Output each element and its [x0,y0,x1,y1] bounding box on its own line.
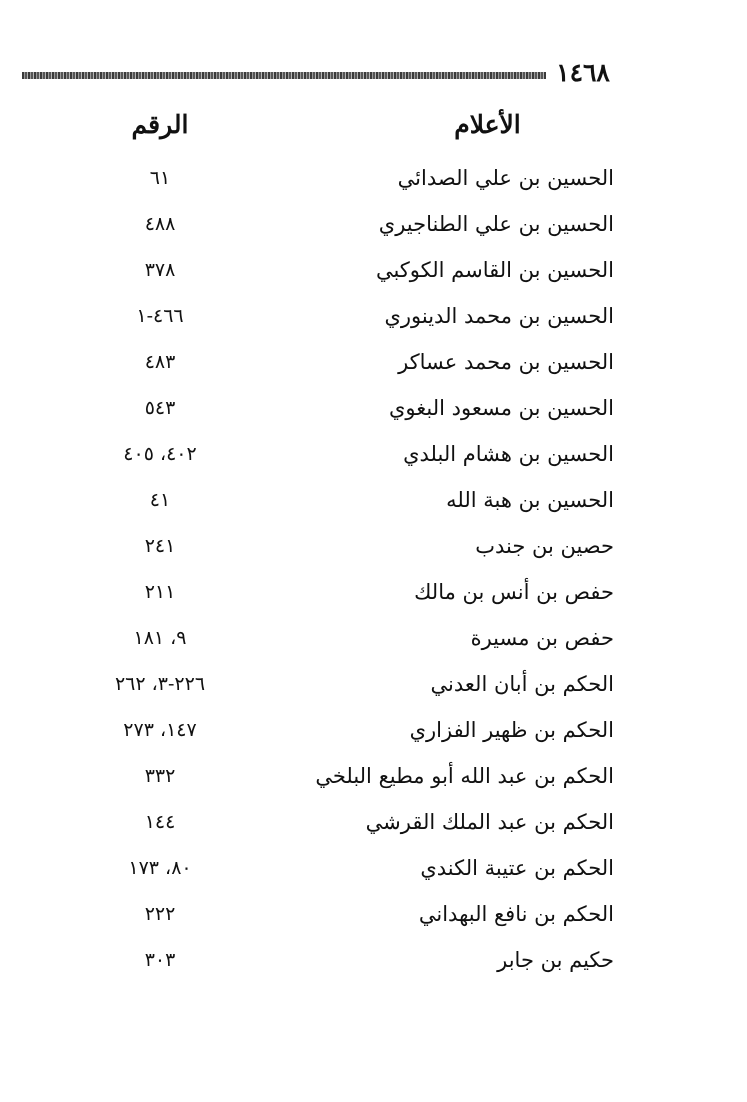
person-name: الحكم بن أبان العدني [430,672,614,696]
person-name: الحسين بن محمد عساكر [398,350,614,374]
index-list [0,160,747,988]
index-row [0,344,747,390]
index-row [0,942,747,988]
person-name: الحكم بن عبد الله أبو مطيع البلخي [315,764,614,788]
index-row [0,528,747,574]
person-name: الحكم بن عتيبة الكندي [420,856,614,880]
index-row [0,850,747,896]
person-name: حكيم بن جابر [497,948,614,972]
index-row [0,804,747,850]
reference-number: ٣٣٢ [144,765,176,787]
reference-number: ٤٠٢، ٤٠٥ [123,443,197,465]
reference-number: ٥٤٣ [144,397,176,419]
reference-number: ٤٨٣ [144,351,176,373]
index-row [0,160,747,206]
person-name: الحسين بن محمد الدينوري [384,304,614,328]
names-column-header: الأعلام [454,110,521,139]
person-name: الحسين بن هشام البلدي [403,442,614,466]
person-name: الحسين بن مسعود البغوي [388,396,614,420]
person-name: الحسين بن هبة الله [446,488,614,512]
index-row [0,574,747,620]
header-rule [22,72,546,79]
index-row [0,298,747,344]
reference-number: ٦١ [149,167,171,189]
reference-number: ٢٢٢ [144,903,176,925]
index-row [0,252,747,298]
reference-number: ٣٠٣ [144,949,176,971]
index-row [0,206,747,252]
reference-number: ٢٤١ [144,535,176,557]
index-row [0,666,747,712]
reference-number: ٢٢٦-٣، ٢٦٢ [114,673,206,695]
reference-number: ١٤٤ [144,811,176,833]
person-name: حصين بن جندب [475,534,614,558]
numbers-column-header: الرقم [131,110,189,139]
index-row [0,436,747,482]
reference-number: ١٤٧، ٢٧٣ [123,719,197,741]
index-row [0,620,747,666]
person-name: الحكم بن عبد الملك القرشي [365,810,614,834]
index-row [0,712,747,758]
person-name: الحسين بن علي الطناجيري [378,212,614,236]
index-row [0,896,747,942]
reference-number: ٤١ [149,489,171,511]
person-name: الحسين بن القاسم الكوكبي [375,258,614,282]
index-row [0,390,747,436]
reference-number: ٨٠، ١٧٣ [128,857,192,879]
index-row [0,758,747,804]
reference-number: ٩، ١٨١ [133,627,187,649]
person-name: حفص بن مسيرة [470,626,614,650]
person-name: الحكم بن ظهير الفزاري [409,718,614,742]
page-number: ١٤٦٨ [556,58,610,87]
reference-number: ٤٦٦-١ [136,305,184,327]
person-name: الحسين بن علي الصدائي [397,166,614,190]
index-row [0,482,747,528]
person-name: حفص بن أنس بن مالك [414,580,614,604]
reference-number: ٣٧٨ [144,259,176,281]
person-name: الحكم بن نافع البهداني [418,902,614,926]
reference-number: ٢١١ [144,581,176,603]
reference-number: ٤٨٨ [144,213,176,235]
